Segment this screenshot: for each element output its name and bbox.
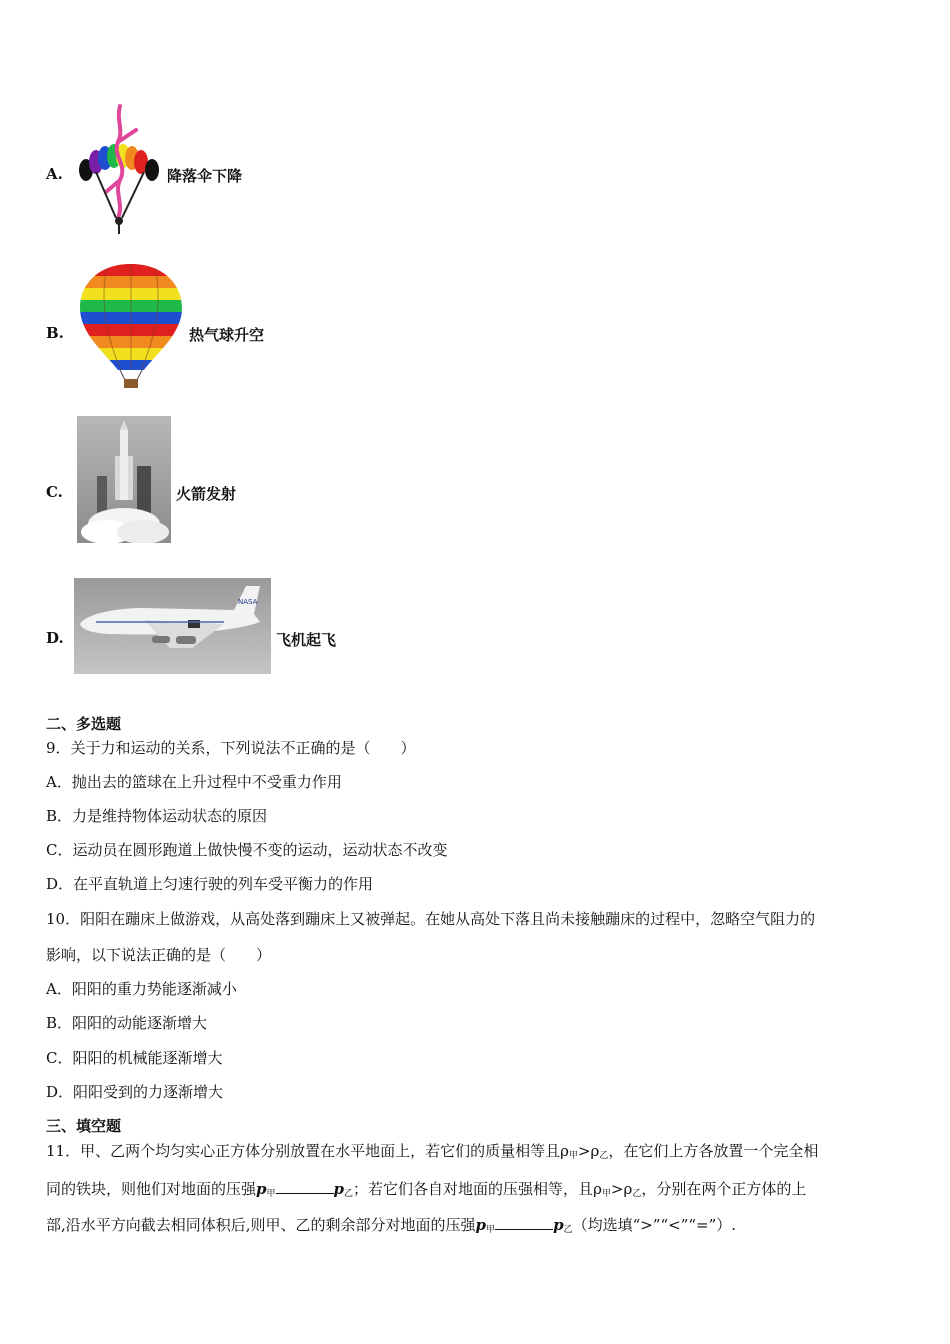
- q10-stem-line1: 10．阳阳在蹦床上做游戏，从高处落到蹦床上又被弹起。在她从高处下落且尚未接触蹦床的过程中，忽略空气阻力的: [46, 910, 816, 928]
- greater-than-sign: >: [577, 1142, 591, 1160]
- rho-symbol: ρ: [590, 1142, 600, 1160]
- q11-line1-text-b: ，在它们上方各放置一个完全相: [608, 1142, 819, 1160]
- subscript-jia: 甲: [266, 1189, 276, 1199]
- pressure-symbol: p: [553, 1216, 564, 1234]
- q11-line3-text-a: 部,沿水平方向截去相同体积后,则甲、乙的剩余部分对地面的压强: [46, 1216, 476, 1234]
- q10-option-a: A．阳阳的重力势能逐渐减小: [46, 980, 237, 998]
- q11-line2-text-a: 同的铁块，则他们对地面的压强: [46, 1180, 257, 1198]
- greater-than-sign: >: [610, 1180, 624, 1198]
- option-c-letter: C.: [46, 483, 63, 501]
- q11-line3: [46, 1214, 736, 1235]
- q9-option-b: B．力是维持物体运动状态的原因: [46, 807, 268, 825]
- parachute-image: [76, 100, 164, 240]
- option-c-caption: 火箭发射: [176, 485, 237, 503]
- rocket-launch-image: [77, 416, 171, 543]
- pressure-symbol: p: [333, 1180, 345, 1198]
- balloon-envelope: [78, 262, 184, 372]
- q9-option-c: C．运动员在圆形跑道上做快慢不变的运动，运动状态不改变: [46, 841, 448, 859]
- q11-line2: [46, 1178, 806, 1199]
- q9-option-a: A．抛出去的篮球在上升过程中不受重力作用: [46, 773, 342, 791]
- option-d-caption: 飞机起飞: [276, 631, 337, 649]
- balloon-basket: [124, 379, 138, 388]
- subscript-yi: 乙: [599, 1151, 609, 1161]
- subscript-yi: 乙: [563, 1225, 573, 1235]
- q10-option-d: D．阳阳受到的力逐渐增大: [46, 1083, 224, 1101]
- section-3-title: 三、填空题: [46, 1117, 122, 1135]
- q10-stem-line2: 影响，以下说法正确的是（ ）: [46, 946, 272, 964]
- q11-line2-text-c: ，分别在两个正方体的上: [641, 1180, 807, 1198]
- rho-symbol: ρ: [593, 1180, 602, 1198]
- pressure-symbol: p: [256, 1180, 267, 1198]
- option-b-letter: B.: [46, 324, 64, 342]
- subscript-jia: 甲: [601, 1189, 611, 1199]
- answer-blank-2[interactable]: [495, 1217, 553, 1230]
- q11-line1-text-a: 11．甲、乙两个均匀实心正方体分别放置在水平地面上，若它们的质量相等且: [46, 1142, 561, 1160]
- svg-text:NASA: NASA: [238, 598, 258, 606]
- option-b-caption: 热气球升空: [189, 326, 265, 344]
- option-a-letter: A.: [46, 165, 63, 183]
- subscript-yi: 乙: [344, 1189, 354, 1199]
- q10-option-c: C．阳阳的机械能逐渐增大: [46, 1049, 223, 1067]
- rho-symbol: ρ: [560, 1142, 569, 1160]
- airplane-image: [74, 578, 271, 674]
- q11-line1: [46, 1140, 818, 1161]
- q9-option-d: D．在平直轨道上匀速行驶的列车受平衡力的作用: [46, 875, 374, 893]
- section-2-title: 二、多选题: [46, 715, 122, 733]
- hot-air-balloon-image: [78, 262, 184, 390]
- q10-option-b: B．阳阳的动能逐渐增大: [46, 1014, 208, 1032]
- option-d-letter: D.: [46, 629, 64, 647]
- q11-line2-text-b: ；若它们各自对地面的压强相等，且: [353, 1180, 594, 1198]
- option-a-caption: 降落伞下降: [167, 167, 243, 185]
- q9-stem: 9．关于力和运动的关系，下列说法不正确的是（ ）: [46, 739, 416, 757]
- subscript-jia: 甲: [486, 1225, 496, 1235]
- subscript-jia: 甲: [568, 1151, 578, 1161]
- answer-blank-1[interactable]: [276, 1181, 334, 1194]
- rho-symbol: ρ: [623, 1180, 633, 1198]
- pressure-symbol: p: [475, 1216, 487, 1234]
- q11-line3-text-b: （均选填“>”“<”“=”）.: [572, 1216, 737, 1234]
- subscript-yi: 乙: [632, 1189, 642, 1199]
